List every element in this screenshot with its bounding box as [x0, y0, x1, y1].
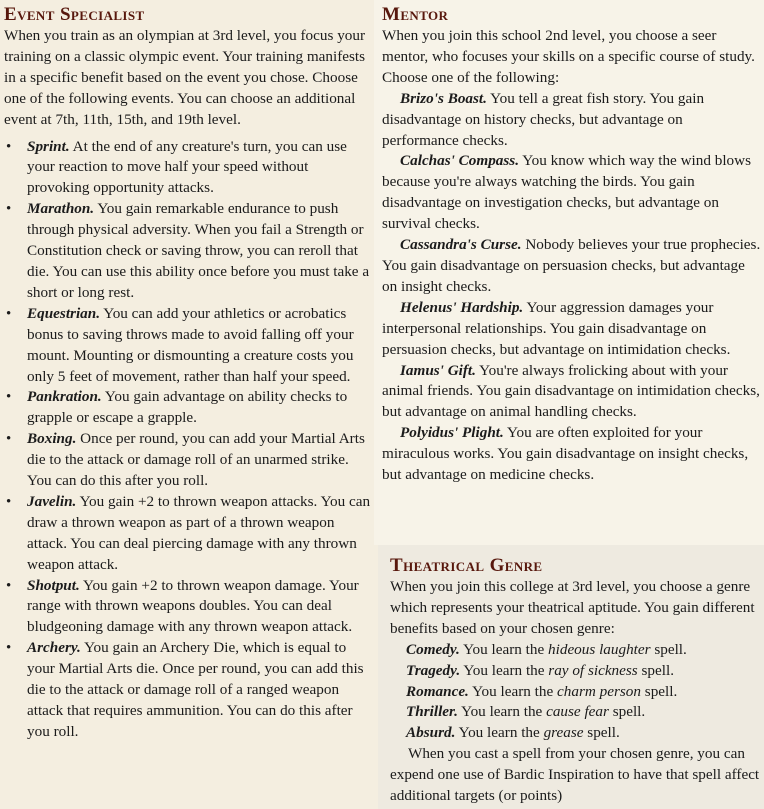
mentor-intro: When you join this school 2nd level, you choose a seer mentor, who focuses your skills on a specific course of study. Choose one of the following:: [382, 27, 755, 86]
event-text: You gain remarkable endurance to push through physical adversity. When you fail a Strength or Constitution check or saving throw, you can reroll that die. You can use this ability once before you must take a short or long rest.: [27, 200, 370, 301]
event-item-javelin: [4, 492, 372, 576]
genre-post: spell.: [608, 703, 646, 721]
genre-comedy: [390, 640, 760, 661]
mentor-name: Helenus' Hardship.: [400, 298, 524, 316]
genre-pre: You learn the: [468, 682, 558, 700]
event-text: You gain +2 to thrown weapon damage. Your range with thrown weapons doubles. You can deal bludgeoning damage with any thrown weapon attack.: [27, 576, 359, 636]
mentor-name: Polyidus' Plight.: [400, 424, 504, 442]
genre-name: Absurd.: [406, 724, 456, 742]
event-name: Equestrian.: [27, 304, 101, 322]
genre-post: spell.: [650, 640, 687, 658]
mentor-option-helenus: [382, 298, 762, 361]
event-item-shotput: [4, 576, 372, 639]
spell-name: hideous laughter: [548, 640, 651, 658]
event-text: You can add your athletics or acrobatics bonus to saving throws made to avoid falling off your mount. Mounting or dismounting a creature costs you only 5 feet of movement, rather than half your speed.: [27, 304, 354, 385]
theatrical-genre-closing: When you cast a spell from your chosen genre, you can expend one use of Bardic Inspiration to have that spell affect additional targets (or points): [390, 745, 760, 805]
mentor-text: Your aggression damages your interpersonal relationships. You gain disadvantage on persuasion checks, but advantage on intimidation checks.: [382, 298, 731, 358]
event-name: Shotput.: [27, 576, 80, 594]
mentor-name: Brizo's Boast.: [400, 89, 487, 107]
genre-pre: You learn the: [457, 703, 547, 721]
mentor-option-iamus: [382, 361, 762, 424]
spell-name: charm person: [557, 682, 641, 700]
event-text: You gain +2 to thrown weapon attacks. You can draw a thrown weapon as part of a thrown weapon attack. You can deal piercing damage with any thrown weapon attack.: [27, 492, 371, 573]
event-item-boxing: [4, 429, 372, 492]
event-name: Boxing.: [27, 430, 77, 448]
mentor-option-cassandra: [382, 235, 762, 298]
genre-name: Thriller.: [406, 703, 458, 721]
genre-post: spell.: [637, 661, 674, 679]
theatrical-genre-heading: Theatrical Genre: [390, 555, 543, 576]
event-item-archery: [4, 638, 372, 743]
event-specialist-section: [4, 4, 372, 743]
genre-name: Tragedy.: [406, 661, 461, 679]
event-item-equestrian: [4, 304, 372, 388]
theatrical-genre-section: [390, 555, 760, 807]
mentor-option-polyidus: [382, 423, 762, 486]
event-item-pankration: [4, 387, 372, 429]
mentor-heading: Mentor: [382, 4, 449, 25]
mentor-text: You're always frolicking about with your animal friends. You gain disadvantage on intimidation checks, but advantage on animal handling checks.: [382, 361, 760, 421]
event-specialist-heading: Event Specialist: [4, 4, 145, 25]
event-text: Once per round, you can add your Martial Arts die to the attack or damage roll of an unarmed strike. You can do this after you roll.: [27, 430, 365, 490]
genre-absurd: [390, 723, 760, 744]
mentor-name: Cassandra's Curse.: [400, 236, 522, 254]
genre-romance: [390, 682, 760, 703]
mentor-text: You tell a great fish story. You gain disadvantage on history checks, but advantage on performance checks.: [382, 89, 705, 149]
event-text: You gain advantage on ability checks to grapple or escape a grapple.: [27, 388, 348, 427]
genre-tragedy: [390, 661, 760, 682]
event-specialist-intro: When you train as an olympian at 3rd level, you focus your training on a classic olympic event. Your training manifests in a specific benefit based on the event you chose. Choose one of the following events. You can choose an additional event at 7th, 11th, 15th, and 19th level.: [4, 27, 366, 128]
genre-post: spell.: [640, 682, 678, 700]
mentor-option-calchas: [382, 151, 762, 235]
event-item-marathon: [4, 199, 372, 304]
event-name: Javelin.: [27, 492, 77, 510]
mentor-name: Calchas' Compass.: [400, 152, 519, 170]
spell-name: cause fear: [546, 703, 609, 721]
mentor-option-brizo: [382, 89, 762, 152]
spell-name: grease: [543, 724, 584, 742]
mentor-text: You are often exploited for your miraculous works. You gain disadvantage on insight checks, but advantage on medicine checks.: [382, 424, 749, 484]
mentor-section: [382, 4, 762, 486]
event-name: Archery.: [27, 639, 81, 657]
genre-pre: You learn the: [460, 661, 549, 679]
event-name: Pankration.: [27, 388, 102, 406]
genre-pre: You learn the: [455, 724, 544, 742]
event-text: You gain an Archery Die, which is equal to your Martial Arts die. Once per round, you can add this die to the attack or damage roll of a ranged weapon attack that requires ammunition. You can do this after you roll.: [27, 639, 364, 740]
genre-thriller: [390, 702, 760, 723]
event-text: At the end of any creature's turn, you can use your reaction to move half your speed without provoking opportunity attacks.: [27, 137, 347, 197]
genre-pre: You learn the: [459, 640, 549, 658]
genre-name: Romance.: [406, 682, 469, 700]
theatrical-genre-intro: When you join this college at 3rd level, you choose a genre which represents your theatrical aptitude. You gain different benefits based on your chosen genre:: [390, 578, 755, 637]
event-item-sprint: [4, 137, 372, 200]
spell-name: ray of sickness: [548, 661, 638, 679]
event-list: [4, 137, 372, 743]
event-name: Marathon.: [27, 200, 95, 218]
mentor-text: You know which way the wind blows because you're always watching the birds. You gain disadvantage on investigation checks, but advantage on survival checks.: [382, 152, 752, 233]
genre-name: Comedy.: [406, 640, 460, 658]
mentor-name: Iamus' Gift.: [400, 361, 476, 379]
genre-post: spell.: [583, 724, 620, 742]
event-name: Sprint.: [27, 137, 70, 155]
mentor-text: Nobody believes your true prophecies. You gain disadvantage on persuasion checks, but advantage on insight checks.: [382, 236, 761, 295]
